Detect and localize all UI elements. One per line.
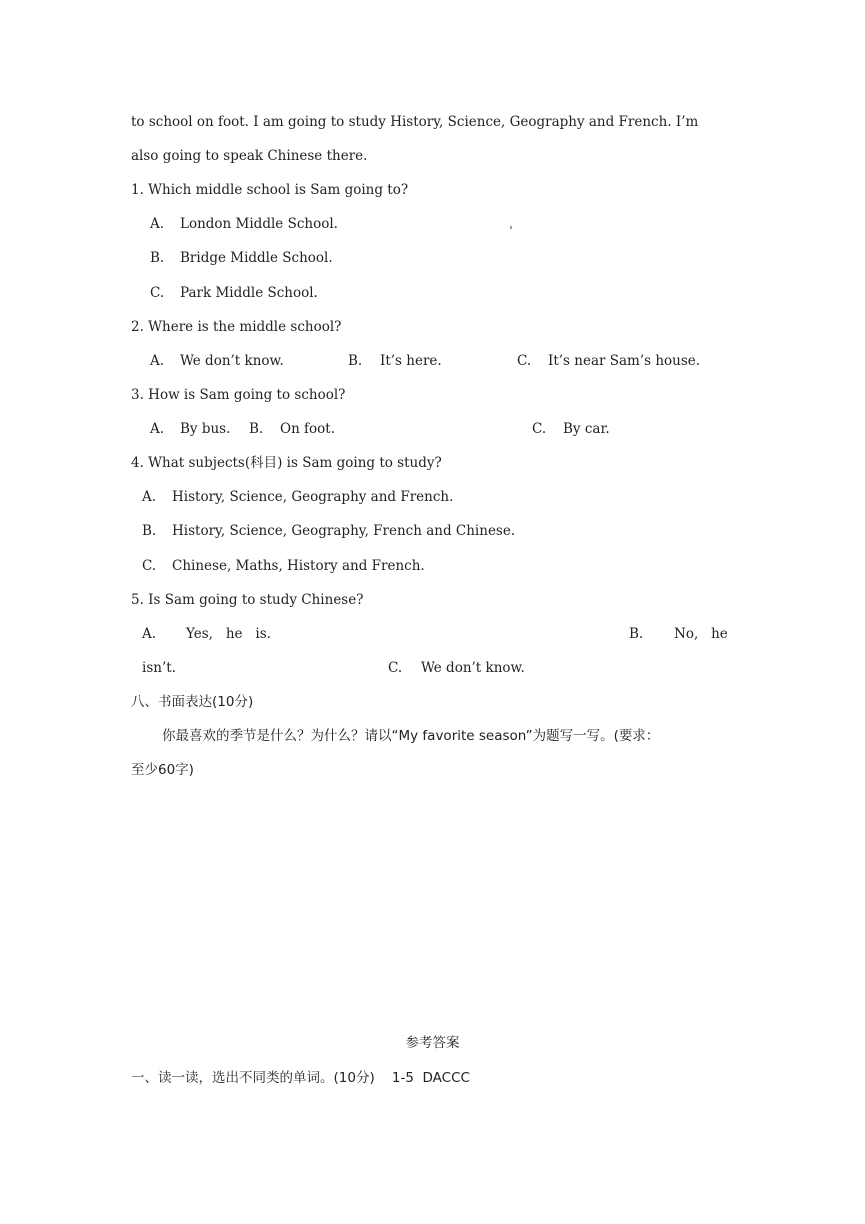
q4-option-c-text: Chinese, Maths, History and French. bbox=[172, 558, 425, 574]
q5-option-c-letter: C. bbox=[388, 660, 403, 676]
q5-option-b-text: No, he bbox=[674, 626, 728, 642]
q5-option-b-text-cont: isn’t. bbox=[142, 660, 176, 676]
q1-option-c-text: Park Middle School. bbox=[180, 285, 318, 301]
q3-option-a-letter: A. bbox=[150, 421, 165, 437]
q1-option-a-letter: A. bbox=[150, 216, 165, 232]
question-3-stem: 3. How is Sam going to school? bbox=[131, 387, 346, 403]
q4-option-a-letter: A. bbox=[142, 489, 157, 505]
q2-option-a-letter: A. bbox=[150, 353, 165, 369]
q3-option-b-letter: B. bbox=[249, 421, 264, 437]
question-4-stem: 4. What subjects(科目) is Sam going to study? bbox=[131, 455, 442, 471]
answers-title: 参考答案 bbox=[405, 1035, 460, 1051]
writing-prompt-line-2: 至少60字) bbox=[131, 762, 194, 778]
q2-option-a-text: We don’t know. bbox=[180, 353, 284, 369]
q1-option-b-text: Bridge Middle School. bbox=[180, 250, 333, 266]
q3-option-b-text: On foot. bbox=[280, 421, 336, 437]
q4-option-b-text: History, Science, Geography, French and Chinese. bbox=[172, 523, 516, 539]
writing-prompt-line-1: 你最喜欢的季节是什么？为什么？请以“My favorite season”为题写一写。(要求： bbox=[162, 728, 660, 744]
q2-option-c-letter: C. bbox=[517, 353, 532, 369]
question-2-stem: 2. Where is the middle school? bbox=[131, 319, 342, 335]
q1-option-a-text: London Middle School. bbox=[180, 216, 338, 232]
q5-option-b-letter: B. bbox=[629, 626, 644, 642]
writing-heading: 八、书面表达(10分) bbox=[131, 694, 254, 710]
answers-line-1: 一、读一读，选出不同类的单词。(10分) 1-5 DACCC bbox=[131, 1070, 470, 1086]
q3-option-c-text: By car. bbox=[563, 421, 610, 437]
question-5-stem: 5. Is Sam going to study Chinese? bbox=[131, 592, 364, 608]
q5-option-a-letter: A. bbox=[142, 626, 157, 642]
q3-option-c-letter: C. bbox=[532, 421, 547, 437]
q5-option-c-text: We don’t know. bbox=[421, 660, 525, 676]
q1-option-b-letter: B. bbox=[150, 250, 165, 266]
q4-option-a-text: History, Science, Geography and French. bbox=[172, 489, 454, 505]
q3-option-a-text: By bus. bbox=[180, 421, 231, 437]
q2-option-c-text: It’s near Sam’s house. bbox=[548, 353, 701, 369]
question-1-stem: 1. Which middle school is Sam going to? bbox=[131, 182, 409, 198]
q5-option-a-text: Yes, he is. bbox=[186, 626, 271, 642]
q2-option-b-letter: B. bbox=[348, 353, 363, 369]
passage-line-1: to school on foot. I am going to study History, Science, Geography and French. I’m bbox=[131, 114, 699, 130]
q1-option-c-letter: C. bbox=[150, 285, 165, 301]
q4-option-c-letter: C. bbox=[142, 558, 157, 574]
passage-line-2: also going to speak Chinese there. bbox=[131, 148, 368, 164]
stray-mark bbox=[510, 226, 512, 229]
q2-option-b-text: It’s here. bbox=[380, 353, 442, 369]
q4-option-b-letter: B. bbox=[142, 523, 157, 539]
